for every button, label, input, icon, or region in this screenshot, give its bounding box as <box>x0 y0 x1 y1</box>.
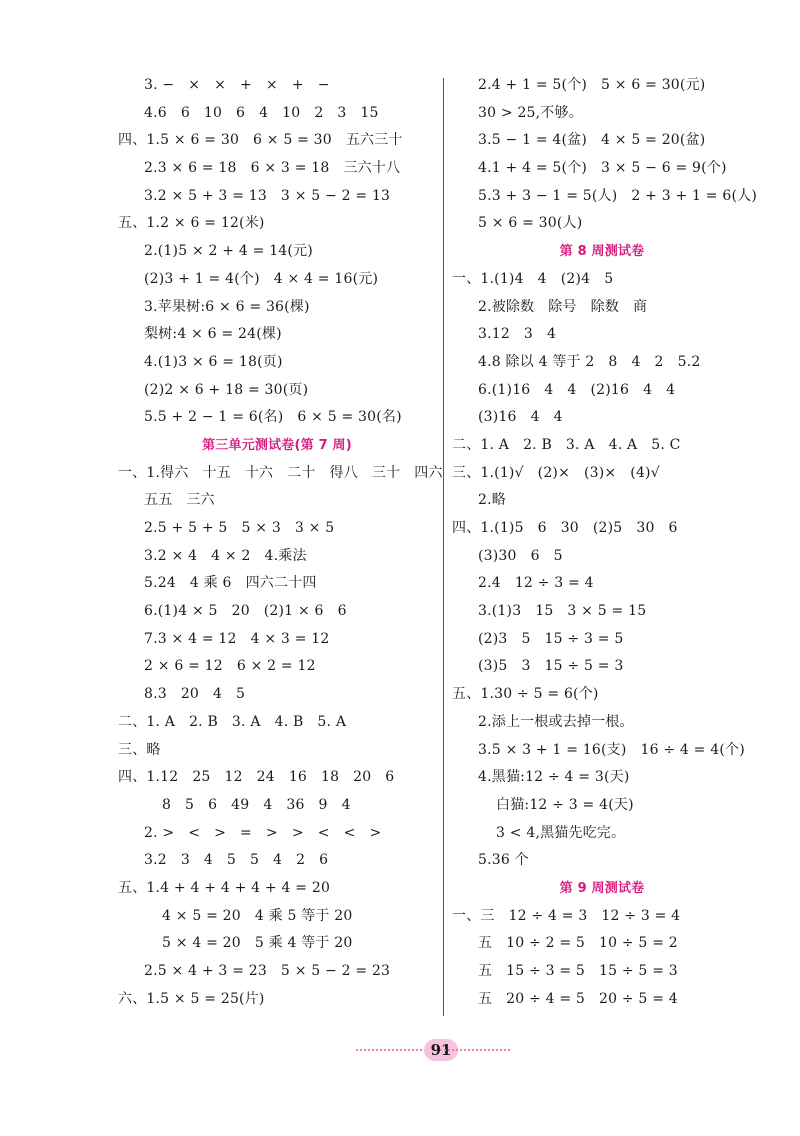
answer-line: 5.3 + 3 − 1 = 5(人) 2 + 3 + 1 = 6(人) <box>478 187 757 204</box>
answer-line: 二、1. A 2. B 3. A 4. A 5. C <box>452 436 681 453</box>
answer-line: 5.5 + 2 − 1 = 6(名) 6 × 5 = 30(名) <box>144 409 402 426</box>
answer-line: 5 × 6 = 30(人) <box>478 215 583 232</box>
answer-line: 五 10 ÷ 2 = 5 10 ÷ 5 = 2 <box>478 935 678 952</box>
answer-line: 五、1.4 + 4 + 4 + 4 + 4 = 20 <box>118 879 331 896</box>
answer-line: 2 × 6 = 12 6 × 2 = 12 <box>144 658 316 675</box>
answer-line: 3. − × × + × + − <box>144 77 330 93</box>
answer-line: 5.24 4 乘 6 四六二十四 <box>144 575 317 592</box>
answer-line: 30 > 25,不够。 <box>478 104 583 121</box>
answer-line: 一、1.(1)4 4 (2)4 5 <box>452 270 614 287</box>
page-number: 91 <box>424 1039 458 1061</box>
answer-line: 一、1.得六 十五 十六 二十 得八 三十 四六 <box>118 464 443 481</box>
answer-line: 8 5 6 49 4 36 9 4 <box>162 796 351 813</box>
answer-line: (3)16 4 4 <box>478 409 563 426</box>
answer-line: 8.3 20 4 5 <box>144 686 246 703</box>
answer-line: 2.(1)5 × 2 + 4 = 14(元) <box>144 243 313 260</box>
answer-line: 四、1.(1)5 6 30 (2)5 30 6 <box>452 520 678 536</box>
answer-line: 三、1.(1)√ (2)× (3)× (4)√ <box>452 464 660 481</box>
answer-line: 2.4 + 1 = 5(个) 5 × 6 = 30(元) <box>478 77 706 93</box>
answer-line: 二、1. A 2. B 3. A 4. B 5. A <box>118 713 347 730</box>
column-divider <box>443 78 444 1016</box>
left-column <box>118 72 443 1013</box>
answer-line: 五五 三六 <box>144 492 215 509</box>
answer-line: 5 × 4 = 20 5 乘 4 等于 20 <box>162 935 353 952</box>
answer-line: 2. > < > = > > < < > <box>144 824 382 841</box>
answer-line: 三、略 <box>118 741 161 758</box>
footer-dots-right <box>440 1049 510 1051</box>
answer-line: 3.(1)3 15 3 × 5 = 15 <box>478 603 647 620</box>
answer-line: 4.6 6 10 6 4 10 2 3 15 <box>144 104 379 121</box>
answer-line: 2.被除数 除号 除数 商 <box>478 298 648 315</box>
answer-line: 5.36 个 <box>478 852 529 869</box>
answer-line: 2.5 × 4 + 3 = 23 5 × 5 − 2 = 23 <box>144 963 391 979</box>
answer-line: 2.4 12 ÷ 3 = 4 <box>478 575 594 592</box>
answer-line: 3.2 × 5 + 3 = 13 3 × 5 − 2 = 13 <box>144 187 391 204</box>
answer-line: 梨树:4 × 6 = 24(棵) <box>144 326 282 343</box>
answer-line: 3.5 − 1 = 4(盆) 4 × 5 = 20(盆) <box>478 132 706 149</box>
answer-line: 6.(1)16 4 4 (2)16 4 4 <box>478 381 676 398</box>
answer-line: 4.8 除以 4 等于 2 8 4 2 5.2 <box>478 353 701 370</box>
answer-line: 6.(1)4 × 5 20 (2)1 × 6 6 <box>144 603 347 620</box>
answer-line: 3 < 4,黑猫先吃完。 <box>496 824 626 841</box>
answer-line: 白猫:12 ÷ 3 = 4(天) <box>496 796 634 813</box>
answer-line: (3)5 3 15 ÷ 5 = 3 <box>478 658 624 675</box>
answer-line: 4.黑猫:12 ÷ 4 = 3(天) <box>478 769 630 786</box>
footer-dots-left <box>356 1049 426 1051</box>
section-heading: 第 8 周测试卷 <box>559 244 645 260</box>
answer-line: 3.12 3 4 <box>478 326 557 343</box>
right-column <box>452 72 757 1013</box>
section-heading: 第 9 周测试卷 <box>559 880 645 896</box>
answer-line: 四、1.5 × 6 = 30 6 × 5 = 30 五六三十 <box>118 132 403 149</box>
answer-line: (2)2 × 6 + 18 = 30(页) <box>144 381 309 398</box>
answer-line: 3.苹果树:6 × 6 = 36(棵) <box>144 298 310 315</box>
answer-line: 3.2 3 4 5 5 4 2 6 <box>144 852 329 869</box>
answer-line: 五 15 ÷ 3 = 5 15 ÷ 5 = 3 <box>478 963 678 979</box>
answer-line: 六、1.5 × 5 = 25(片) <box>118 990 265 1007</box>
answer-line: (2)3 5 15 ÷ 3 = 5 <box>478 630 624 647</box>
answer-line: 五、1.2 × 6 = 12(米) <box>118 215 265 232</box>
section-heading: 第三单元测试卷(第 7 周) <box>202 437 352 453</box>
answer-line: 7.3 × 4 = 12 4 × 3 = 12 <box>144 630 330 647</box>
answer-line: 4.(1)3 × 6 = 18(页) <box>144 353 283 370</box>
answer-line: 2.3 × 6 = 18 6 × 3 = 18 三六十八 <box>144 160 401 177</box>
answer-line: 2.5 + 5 + 5 5 × 3 3 × 5 <box>144 520 335 536</box>
answer-line: 2.略 <box>478 492 506 509</box>
page-footer <box>0 1037 800 1065</box>
answer-line: 一、三 12 ÷ 4 = 3 12 ÷ 3 = 4 <box>452 907 681 924</box>
answer-line: 2.添上一根或去掉一根。 <box>478 713 634 730</box>
answer-line: 3.2 × 4 4 × 2 4.乘法 <box>144 547 307 564</box>
answer-line: 4.1 + 4 = 5(个) 3 × 5 − 6 = 9(个) <box>478 160 727 177</box>
answer-line: 五、1.30 ÷ 5 = 6(个) <box>452 686 599 703</box>
answer-line: (2)3 + 1 = 4(个) 4 × 4 = 16(元) <box>144 270 379 287</box>
answer-line: 四、1.12 25 12 24 16 18 20 6 <box>118 769 395 786</box>
answer-line: 3.5 × 3 + 1 = 16(支) 16 ÷ 4 = 4(个) <box>478 741 745 758</box>
answer-line: 五 20 ÷ 4 = 5 20 ÷ 5 = 4 <box>478 990 678 1007</box>
answer-line: 4 × 5 = 20 4 乘 5 等于 20 <box>162 907 353 924</box>
answer-line: (3)30 6 5 <box>478 547 563 564</box>
